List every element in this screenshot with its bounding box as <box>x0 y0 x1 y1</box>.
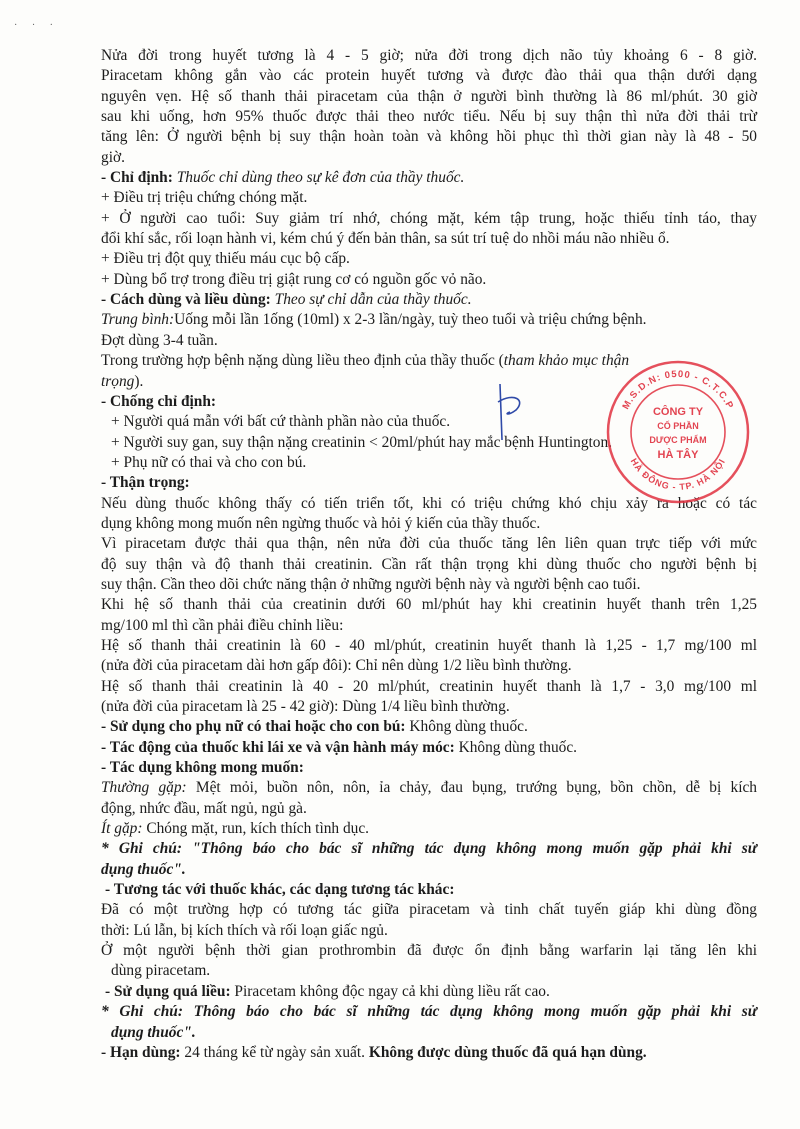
section-heading: - Hạn dùng: <box>101 1043 181 1061</box>
section-heading: - Cách dùng và liều dùng: <box>101 291 271 309</box>
section-heading: - Tác dụng không mong muốn: <box>101 759 304 777</box>
text-line: (nửa đời của piracetam là 25 - 42 giờ): Dùng 1/4 liều bình thường. <box>101 698 510 715</box>
frequency-text: Mệt mỏi, buồn nôn, nôn, ỉa chảy, đau bụng, trướng bụng, bồn chồn, dễ bị kích <box>186 779 757 797</box>
frequency-label: Thường gặp: <box>101 779 187 797</box>
dosage-line <box>101 310 757 330</box>
list-item: + Dùng bổ trợ trong điều trị giật rung cơ có nguồn gốc vỏ não. <box>101 270 487 288</box>
stamp-company-line: DƯỢC PHẨM <box>649 435 707 445</box>
scan-corner-marks: · · · <box>14 20 59 31</box>
section-heading: - Chống chỉ định: <box>101 392 217 410</box>
text-line: dụng không mong muốn nên ngừng thuốc và hỏi ý kiến của thầy thuốc. <box>101 514 541 532</box>
list-item: + Điều trị đột quỵ thiếu máu cục bộ cấp. <box>101 250 350 268</box>
text-line: Nửa đời trong huyết tương là 4 - 5 giờ; nửa đời trong dịch não tủy khoảng 6 - 8 giờ. <box>101 47 757 64</box>
section-heading: - Chỉ định: <box>101 169 173 187</box>
svg-text:HÀ ĐÔNG - TP. HÀ NỘI <box>629 457 728 493</box>
section-heading: - Thận trọng: <box>101 474 190 492</box>
frequency-label: Ít gặp: <box>101 820 143 838</box>
text-line <box>101 778 757 798</box>
signature <box>492 378 532 446</box>
text-line: Hệ số thanh thải creatinin là 40 - 20 ml/phút, creatinin huyết thanh là 1,7 - 3,0 mg/100 ml <box>101 677 757 695</box>
list-item: + Người quá mẫn với bất cứ thành phần nào của thuốc. <box>111 413 451 431</box>
text-line: Nếu dùng thuốc không thấy có tiến triển tốt, khi có triệu chứng khó chịu xảy ra hoặc có tác <box>101 494 757 512</box>
text-line: Piracetam không gắn vào các protein huyết tương và được đào thải qua thận dưới dạng <box>101 67 757 85</box>
section-chi-dinh <box>101 168 757 188</box>
list-item: đổi khí sắc, rối loạn hành vi, kém chú ý đến bản thân, sa sút trí tuệ do nhồi máu não nhiều ổ. <box>101 230 670 248</box>
text-line: thời: Lú lẫn, bị kích thích và rối loạn giấc ngủ. <box>101 921 388 939</box>
text-line: giờ. <box>101 148 125 166</box>
list-item: + Ở người cao tuổi: Suy giảm trí nhớ, chóng mặt, kém tập trung, hoặc thiếu tỉnh táo, thay <box>101 209 757 227</box>
section-heading: - Tác động của thuốc khi lái xe và vận hành máy móc: <box>101 738 455 756</box>
list-item: + Phụ nữ có thai và cho con bú. <box>111 453 307 471</box>
section-phu-nu <box>101 717 757 737</box>
section-han-dung <box>101 1043 757 1063</box>
document-body <box>101 46 757 1063</box>
text-line: Đã có một trường hợp có tương tác giữa piracetam và tinh chất tuyến giáp khi dùng đồng <box>101 901 757 919</box>
section-heading: - Sử dụng quá liều: <box>105 982 231 1000</box>
text-span: Trong trường hợp bệnh nặng dùng liều theo định của thầy thuốc ( <box>101 352 504 370</box>
stamp-company-line: CỔ PHẦN <box>657 421 699 431</box>
section-qua-lieu <box>101 982 757 1002</box>
text-line: Hệ số thanh thải creatinin là 60 - 40 ml/phút, creatinin huyết thanh là 1,25 - 1,7 mg/100 ml <box>101 636 757 654</box>
note-line: dụng thuốc". <box>111 1023 196 1041</box>
section-lai-xe <box>101 738 757 758</box>
text-line <box>101 819 757 839</box>
section-text: Không dùng thuốc. <box>454 738 578 756</box>
text-line: tăng lên: Ở người bệnh bị suy thận hoàn toàn và không hồi phục thì thời gian này là 48 - 50 <box>101 128 757 146</box>
list-item: + Điều trị triệu chứng chóng mặt. <box>101 189 308 207</box>
expiry-warning: Không được dùng thuốc đã quá hạn dùng. <box>368 1043 647 1061</box>
section-text: Không dùng thuốc. <box>405 718 528 736</box>
text-line: sau khi uống, hơn 95% thuốc được thải theo nước tiểu. Nếu bị suy thận thì nửa đời thải trừ <box>101 108 757 126</box>
cross-reference: trọng <box>101 372 135 390</box>
text-line: Khi hệ số thanh thải của creatinin dưới 60 ml/phút hay khi creatinin huyết thanh trên 1,25 <box>101 596 757 614</box>
text-line: suy thận. Cần theo dõi chức năng thận ở những người bệnh này và người bệnh cao tuổi. <box>101 575 641 593</box>
text-line: động, nhức đầu, mất ngủ, ngủ gà. <box>101 799 307 817</box>
company-stamp <box>603 357 753 507</box>
list-item: + Người suy gan, suy thận nặng creatinin < 20ml/phút hay mắc bệnh Huntington. <box>111 433 613 451</box>
text-line: Đợt dùng 3-4 tuần. <box>101 331 218 349</box>
stamp-company-line: CÔNG TY <box>652 406 704 418</box>
dosage-text: Uống mỗi lần 1ống (10ml) x 2-3 lần/ngày, tuỳ theo tuổi và triệu chứng bệnh. <box>174 311 647 329</box>
section-note: Thuốc chỉ dùng theo sự kê đơn của thầy thuốc. <box>176 169 465 187</box>
note-line: dụng thuốc". <box>101 860 186 878</box>
text-line: (nửa đời của piracetam dài hơn gấp đôi): Chỉ nên dùng 1/2 liều bình thường. <box>101 657 572 675</box>
note-line: * Ghi chú: "Thông báo cho bác sĩ những tác dụng không mong muốn gặp phải khi sử <box>101 840 757 858</box>
stamp-ring-top: M.S.D.N: 0500 - C.T.C.P <box>620 368 736 412</box>
section-text: 24 tháng kể từ ngày sản xuất. <box>180 1043 369 1061</box>
text-line: Vì piracetam được thải qua thận, nên nửa đời của thuốc tăng lên liên quan trực tiếp với mức <box>101 535 757 553</box>
text-line: mg/100 ml thì cần phải điều chỉnh liều: <box>101 616 344 634</box>
text-span: ). <box>134 372 144 390</box>
cross-reference: tham khảo mục thận <box>503 352 630 370</box>
note-line: * Ghi chú: Thông báo cho bác sĩ những tác dụng không mong muốn gặp phải khi sử <box>101 1003 757 1021</box>
text-line: dùng piracetam. <box>111 962 211 980</box>
section-text: Piracetam không độc ngay cả khi dùng liều rất cao. <box>230 982 550 1000</box>
stamp-company-line: HÀ TÂY <box>657 449 699 461</box>
text-line: Ở một người bệnh thời gian prothrombin đã được ổn định bằng warfarin lại tăng lên khi <box>101 942 757 960</box>
stamp-ring-bottom: HÀ ĐÔNG - TP. HÀ NỘI <box>628 456 728 493</box>
text-line: nguyên vẹn. Hệ số thanh thải piracetam của thận ở người bình thường là 86 ml/phút. 30 giờ <box>101 87 757 105</box>
section-note: Theo sự chỉ dẫn của thầy thuốc. <box>274 291 472 309</box>
text-line: độ suy thận và độ thanh thải creatinin. Cần rất thận trọng khi dùng thuốc cho người bệnh bị <box>101 555 757 573</box>
section-cach-dung <box>101 290 757 310</box>
section-heading: - Tương tác với thuốc khác, các dạng tương tác khác: <box>105 881 455 899</box>
dosage-label: Trung bình: <box>101 311 175 329</box>
frequency-text: Chóng mặt, run, kích thích tình dục. <box>142 820 370 838</box>
section-heading: - Sử dụng cho phụ nữ có thai hoặc cho con bú: <box>101 718 406 736</box>
